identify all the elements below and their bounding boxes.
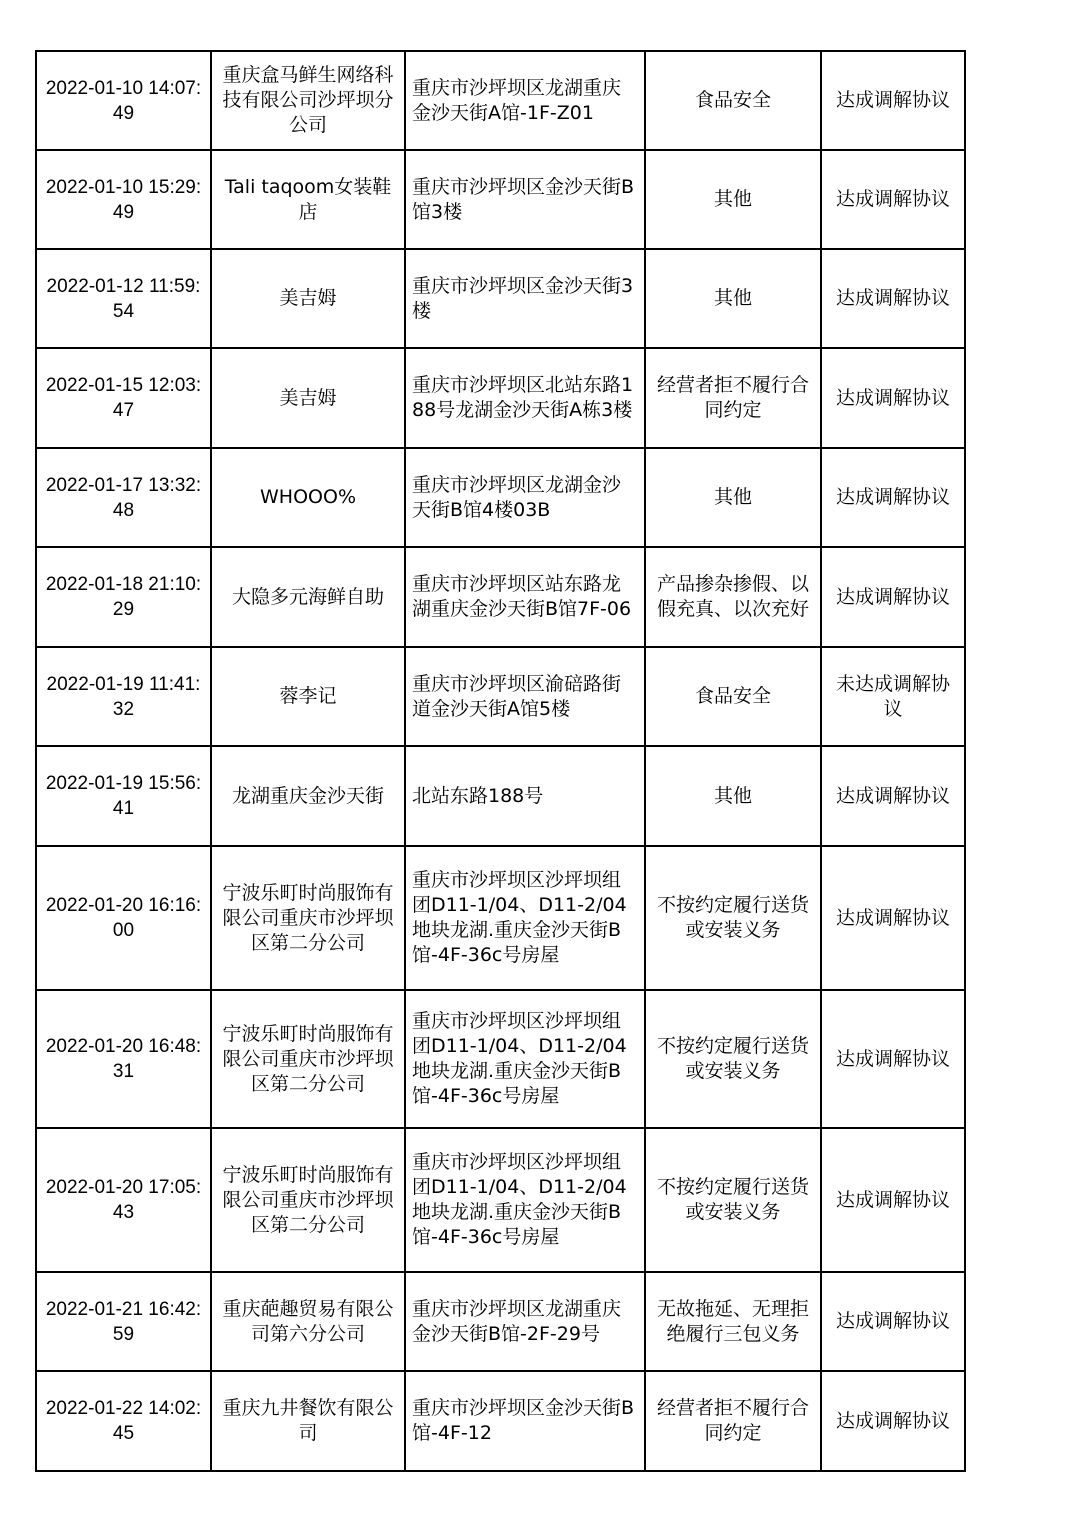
complaint-type-cell: 不按约定履行送货或安装义务 [645,846,821,990]
address-cell: 重庆市沙坪坝区龙湖重庆金沙天街A馆-1F-Z01 [405,51,645,150]
merchant-cell: 宁波乐町时尚服饰有限公司重庆市沙坪坝区第二分公司 [211,990,405,1128]
result-cell: 达成调解协议 [821,249,965,348]
result-cell: 达成调解协议 [821,1128,965,1272]
merchant-cell: 宁波乐町时尚服饰有限公司重庆市沙坪坝区第二分公司 [211,1128,405,1272]
address-cell: 北站东路188号 [405,746,645,846]
time-cell: 2022-01-15 12:03:47 [36,348,211,448]
result-cell: 达成调解协议 [821,150,965,249]
merchant-cell: WHOOO% [211,448,405,547]
time-cell: 2022-01-20 16:16:00 [36,846,211,990]
complaint-type-cell: 食品安全 [645,51,821,150]
table-row [36,51,965,150]
address-cell: 重庆市沙坪坝区沙坪坝组团D11-1/04、D11-2/04地块龙湖.重庆金沙天街B馆-4F-36c号房屋 [405,990,645,1128]
table-row [36,448,965,547]
time-cell: 2022-01-12 11:59:54 [36,249,211,348]
address-cell: 重庆市沙坪坝区金沙天街B馆3楼 [405,150,645,249]
time-cell: 2022-01-17 13:32:48 [36,448,211,547]
complaint-type-cell: 其他 [645,746,821,846]
address-cell: 重庆市沙坪坝区渝碚路街道金沙天街A馆5楼 [405,647,645,746]
merchant-cell: 大隐多元海鲜自助 [211,547,405,647]
time-cell: 2022-01-10 15:29:49 [36,150,211,249]
merchant-cell: 重庆盒马鲜生网络科技有限公司沙坪坝分公司 [211,51,405,150]
table-row [36,547,965,647]
address-cell: 重庆市沙坪坝区龙湖重庆金沙天街B馆-2F-29号 [405,1272,645,1371]
merchant-cell: 宁波乐町时尚服饰有限公司重庆市沙坪坝区第二分公司 [211,846,405,990]
complaint-type-cell: 其他 [645,249,821,348]
table-row [36,1128,965,1272]
complaint-type-cell: 食品安全 [645,647,821,746]
table-row [36,1272,965,1371]
result-cell: 达成调解协议 [821,846,965,990]
merchant-cell: 龙湖重庆金沙天街 [211,746,405,846]
table-row [36,647,965,746]
complaint-type-cell: 无故拖延、无理拒绝履行三包义务 [645,1272,821,1371]
table-row [36,249,965,348]
time-cell: 2022-01-22 14:02:45 [36,1371,211,1471]
complaint-type-cell: 经营者拒不履行合同约定 [645,348,821,448]
time-cell: 2022-01-20 16:48:31 [36,990,211,1128]
time-cell: 2022-01-18 21:10:29 [36,547,211,647]
time-cell: 2022-01-21 16:42:59 [36,1272,211,1371]
time-cell: 2022-01-20 17:05:43 [36,1128,211,1272]
complaint-type-cell: 其他 [645,448,821,547]
time-cell: 2022-01-19 15:56:41 [36,746,211,846]
time-cell: 2022-01-19 11:41:32 [36,647,211,746]
table-row [36,150,965,249]
table-row [36,1371,965,1471]
address-cell: 重庆市沙坪坝区北站东路188号龙湖金沙天街A栋3楼 [405,348,645,448]
table-row [36,846,965,990]
result-cell: 达成调解协议 [821,1272,965,1371]
complaint-type-cell: 其他 [645,150,821,249]
complaint-type-cell: 产品掺杂掺假、以假充真、以次充好 [645,547,821,647]
address-cell: 重庆市沙坪坝区金沙天街B馆-4F-12 [405,1371,645,1471]
address-cell: 重庆市沙坪坝区金沙天街3楼 [405,249,645,348]
table-row [36,348,965,448]
address-cell: 重庆市沙坪坝区站东路龙湖重庆金沙天街B馆7F-06 [405,547,645,647]
merchant-cell: 重庆九井餐饮有限公司 [211,1371,405,1471]
complaint-type-cell: 经营者拒不履行合同约定 [645,1371,821,1471]
result-cell: 达成调解协议 [821,348,965,448]
result-cell: 未达成调解协议 [821,647,965,746]
merchant-cell: Tali taqoom女装鞋店 [211,150,405,249]
time-cell: 2022-01-10 14:07:49 [36,51,211,150]
merchant-cell: 重庆葩趣贸易有限公司第六分公司 [211,1272,405,1371]
result-cell: 达成调解协议 [821,746,965,846]
table-row [36,746,965,846]
result-cell: 达成调解协议 [821,990,965,1128]
address-cell: 重庆市沙坪坝区龙湖金沙天街B馆4楼03B [405,448,645,547]
result-cell: 达成调解协议 [821,1371,965,1471]
result-cell: 达成调解协议 [821,547,965,647]
merchant-cell: 蓉李记 [211,647,405,746]
complaint-type-cell: 不按约定履行送货或安装义务 [645,990,821,1128]
result-cell: 达成调解协议 [821,51,965,150]
complaint-table [35,50,966,1472]
table-row [36,990,965,1128]
result-cell: 达成调解协议 [821,448,965,547]
merchant-cell: 美吉姆 [211,249,405,348]
address-cell: 重庆市沙坪坝区沙坪坝组团D11-1/04、D11-2/04地块龙湖.重庆金沙天街B馆-4F-36c号房屋 [405,1128,645,1272]
complaint-type-cell: 不按约定履行送货或安装义务 [645,1128,821,1272]
merchant-cell: 美吉姆 [211,348,405,448]
address-cell: 重庆市沙坪坝区沙坪坝组团D11-1/04、D11-2/04地块龙湖.重庆金沙天街B馆-4F-36c号房屋 [405,846,645,990]
